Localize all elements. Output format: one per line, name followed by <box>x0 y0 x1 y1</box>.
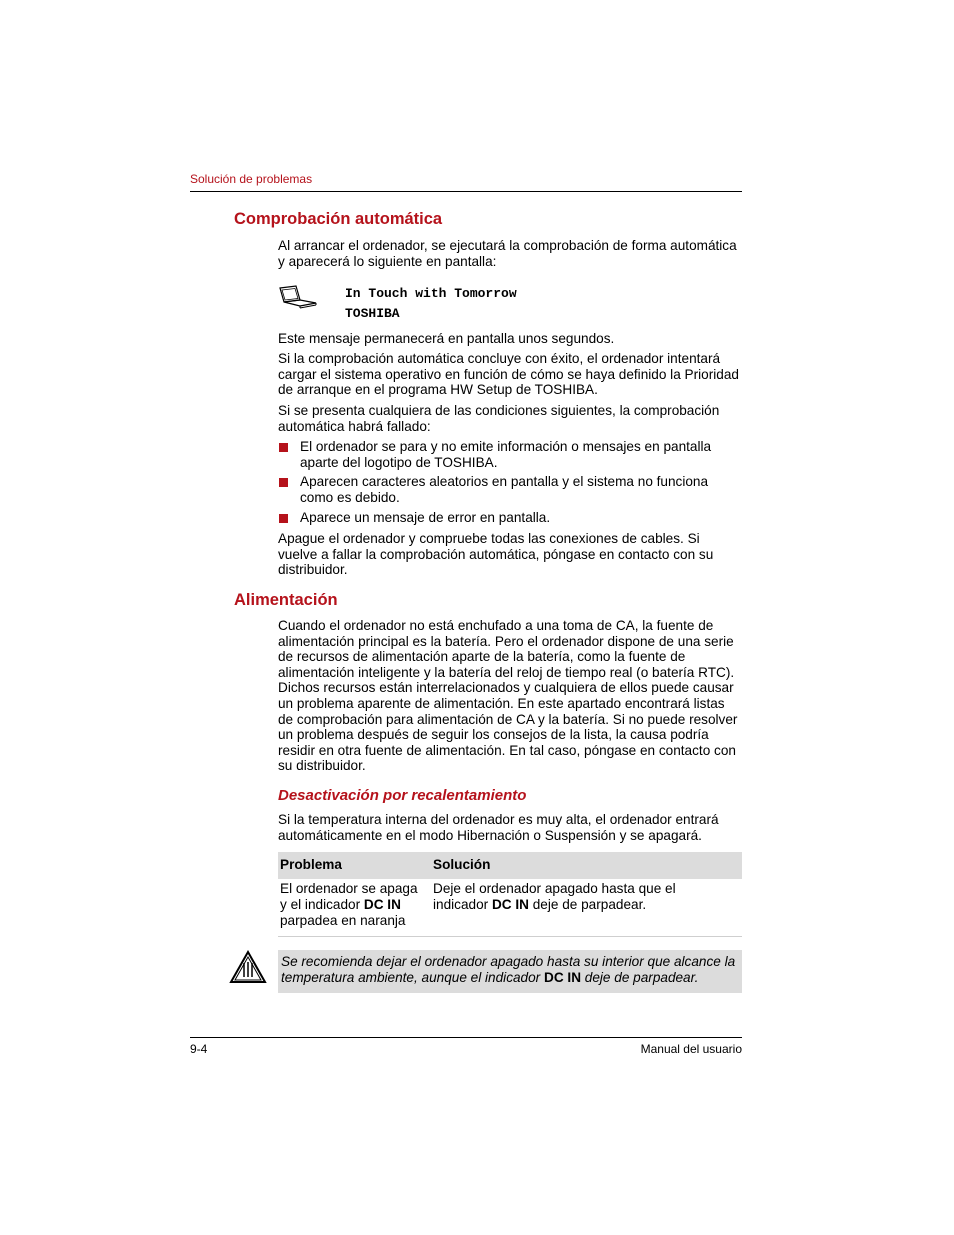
caution-note <box>278 950 742 993</box>
column-header-solution: Solución <box>433 857 491 872</box>
paragraph: Apague el ordenador y compruebe todas las conexiones de cables. Si vuelve a fallar la comprobación automática, póngase en contacto con su distribuidor. <box>278 531 714 578</box>
bullet-square-icon <box>279 443 288 452</box>
section-heading-self-test: Comprobación automática <box>234 210 443 228</box>
screen-message-line1: In Touch with Tomorrow <box>345 286 517 301</box>
table-cell-solution: Deje el ordenador apagado hasta que el indicador DC IN deje de parpadear. <box>433 881 676 912</box>
caution-text: Se recomienda dejar el ordenador apagado hasta su interior que alcance la temperatura ambiente, aunque el indicador DC IN deje de parpadear. <box>281 954 736 985</box>
manual-title: Manual del usuario <box>640 1042 742 1056</box>
bullet-square-icon <box>279 514 288 523</box>
paragraph: Cuando el ordenador no está enchufado a una toma de CA, la fuente de alimentación principal es la batería. Pero el ordenador dispone de una serie de recursos de alimentación aparte de la batería, como la fuente de alimentación inteligente y la batería del reloj de tiempo real (o batería RTC). Dichos recursos están interrelacionados y cualquiera de ellos puede causar un problema aparente de alimentación. En este apartado encontrará listas de comprobación para alimentación de CA y la batería. Si no puede resolver un problema después de seguir los consejos de la lista, la causa podría residir en otra fuente de alimentación. En tal caso, póngase en contacto con su distribuidor. <box>278 618 738 774</box>
list-item: Aparece un mensaje de error en pantalla. <box>300 510 551 525</box>
section-heading-power: Alimentación <box>234 591 338 609</box>
table-cell-problem: El ordenador se apaga y el indicador DC IN parpadea en naranja <box>280 881 418 928</box>
paragraph: Si la temperatura interna del ordenador es muy alta, el ordenador entrará automáticamente en el modo Hibernación o Suspensión y se apagará. <box>278 812 719 843</box>
header-rule <box>190 191 742 192</box>
paragraph: Al arrancar el ordenador, se ejecutará la comprobación de forma automática y aparecerá lo siguiente en pantalla: <box>278 238 737 269</box>
table-header-row <box>278 852 742 879</box>
paragraph: Si la comprobación automática concluye con éxito, el ordenador intentará cargar el sistema operativo en función de cómo se haya definido la Prioridad de arranque en el programa HW Setup de TOSHIBA. <box>278 351 739 398</box>
warning-icon <box>229 950 267 989</box>
screen-message-line2: TOSHIBA <box>345 306 400 321</box>
running-header: Solución de problemas <box>190 172 313 186</box>
list-item: Aparecen caracteres aleatorios en pantalla y el sistema no funciona como es debido. <box>300 474 709 505</box>
column-header-problem: Problema <box>280 857 342 872</box>
footer-rule <box>190 1037 742 1038</box>
paragraph: Este mensaje permanecerá en pantalla unos segundos. <box>278 331 615 346</box>
table-rule <box>278 936 742 937</box>
subheading-overheat: Desactivación por recalentamiento <box>278 787 527 804</box>
bullet-square-icon <box>279 478 288 487</box>
laptop-icon <box>278 285 318 314</box>
paragraph: Si se presenta cualquiera de las condiciones siguientes, la comprobación automática habrá fallado: <box>278 403 720 434</box>
list-item: El ordenador se para y no emite información o mensajes en pantalla aparte del logotipo de TOSHIBA. <box>300 439 712 470</box>
page-number: 9-4 <box>190 1042 208 1056</box>
